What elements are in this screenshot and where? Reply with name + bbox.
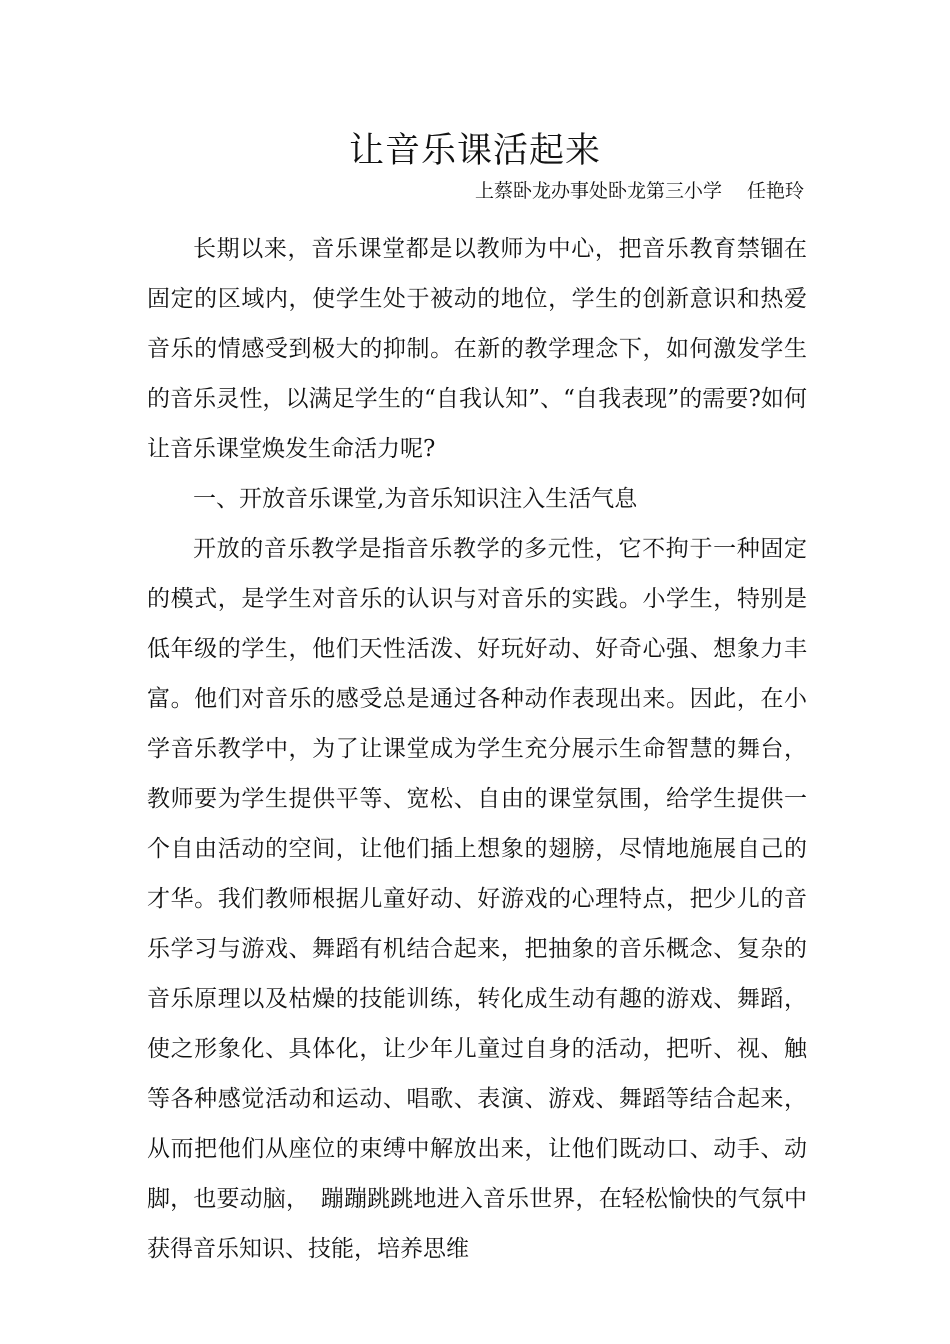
paragraph-open-teaching: 开放的音乐教学是指音乐教学的多元性，它不拘于一种固定的模式，是学生对音乐的认识与对音乐的实践。小学生，特别是低年级的学生，他们天性活泼、好玩好动、好奇心强、想象力丰富。他们对音乐的感受总是通过各种动作表现出来。因此，在小学音乐教学中，为了让课堂成为学生充分展示生命智慧的舞台，教师要为学生提供平等、宽松、自由的课堂氛围，给学生提供一个自由活动的空间，让他们插上想象的翅膀，尽情地施展自己的才华。我们教师根据儿童好动、好游戏的心理特点，把少儿的音乐学习与游戏、舞蹈有机结合起来，把抽象的音乐概念、复杂的音乐原理以及枯燥的技能训练，转化成生动有趣的游戏、舞蹈，使之形象化、具体化，让少年儿童过自身的活动，把听、视、触等各种感觉活动和运动、唱歌、表演、游戏、舞蹈等结合起来，从而把他们从座位的束缚中解放出来，让他们既动口、动手、动脚，也要动脑， 蹦蹦跳跳地进入音乐世界，在轻松愉快的气氛中获得音乐知识、技能，培养思维: [147, 536, 807, 1262]
paragraph-intro: 长期以来，音乐课堂都是以教师为中心，把音乐教育禁锢在固定的区域内，使学生处于被动的地位，学生的创新意识和热爱音乐的情感受到极大的抑制。在新的教学理念下，如何激发学生的音乐灵性，以满足学生的“自我认知”、“自我表现”的需要?如何让音乐课堂焕发生命活力呢?: [147, 236, 807, 462]
document-body: [147, 224, 807, 1274]
document-title: 让音乐课活起来: [348, 131, 601, 171]
section-heading: 一、开放音乐课堂,为音乐知识注入生活气息: [193, 486, 638, 512]
author-byline: 上蔡卧龙办事处卧龙第三小学 任艳玲: [474, 180, 804, 202]
